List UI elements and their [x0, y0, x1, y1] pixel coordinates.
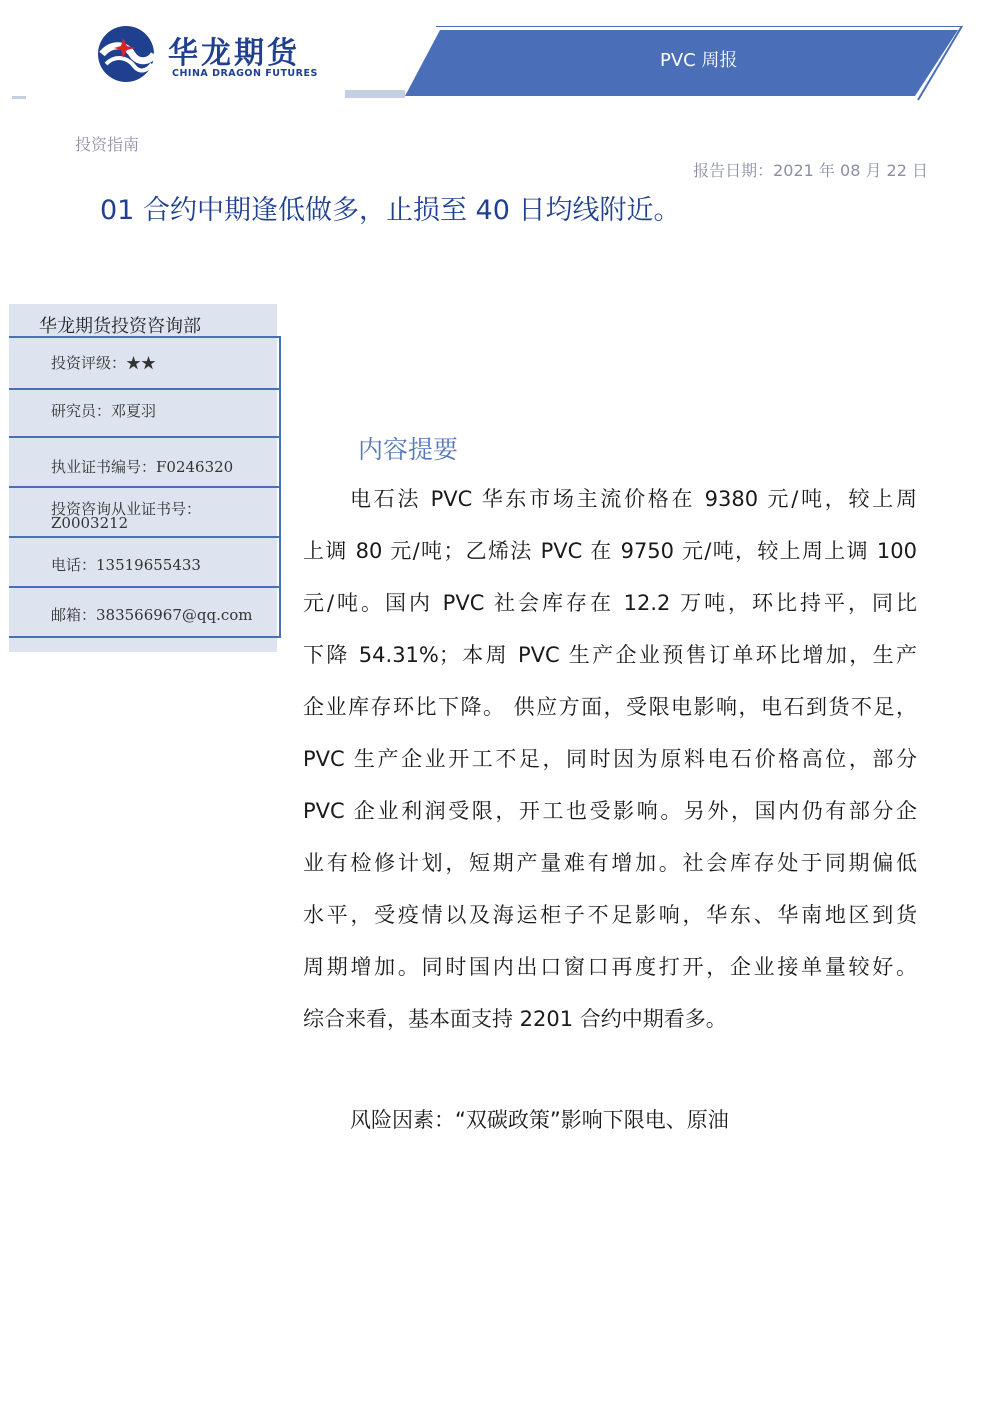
- paragraph-line: 综合来看，基本面支持 2201 合约中期看多。: [303, 1007, 727, 1031]
- paragraph-line: 元/吨。国内 PVC 社会库存在 12.2 万吨，环比持平，同比: [303, 591, 917, 615]
- license-row: [9, 438, 281, 488]
- sidebar-title: 华龙期货投资咨询部: [39, 316, 201, 337]
- consulting-license-row: [9, 488, 281, 538]
- email-row[interactable]: [9, 588, 281, 638]
- researcher-text: 研究员：邓夏羽: [51, 402, 157, 420]
- email-text[interactable]: 邮箱：383566967@qq.com: [51, 606, 253, 624]
- paragraph-line: 周期增加。同时国内出口窗口再度打开，企业接单量较好。: [303, 955, 917, 979]
- consulting-license-label: 投资咨询从业证书号：: [51, 500, 202, 518]
- paragraph-line: 企业库存环比下降。 供应方面，受限电影响，电石到货不足，: [303, 695, 917, 719]
- rating-text: 投资评级：★★: [51, 354, 157, 372]
- paragraph-line: 水平，受疫情以及海运柜子不足影响，华东、华南地区到货: [303, 903, 917, 927]
- researcher-row: [9, 388, 281, 438]
- report-type-title: PVC 周报: [660, 50, 738, 71]
- paragraph-line: 业有检修计划，短期产量难有增加。社会库存处于同期偏低: [303, 851, 917, 875]
- risk-factors: 风险因素：“双碳政策”影响下限电、原油: [350, 1108, 729, 1132]
- summary-paragraph: [303, 477, 917, 1049]
- summary-title: 内容提要: [358, 435, 459, 464]
- paragraph-line: PVC 生产企业开工不足，同时因为原料电石价格高位，部分: [303, 747, 917, 771]
- consulting-license-number: Z0003212: [51, 514, 129, 532]
- paragraph-line: PVC 企业利润受限，开工也受影响。另外，国内仍有部分企: [303, 799, 917, 823]
- logo-english-name: CHINA DRAGON FUTURES: [172, 68, 318, 79]
- headline: 01 合约中期逢低做多，止损至 40 日均线附近。: [100, 195, 681, 226]
- phone-row: [9, 538, 281, 588]
- report-date: 报告日期：2021 年 08 月 22 日: [693, 161, 928, 180]
- paragraph-line: 上调 80 元/吨；乙烯法 PVC 在 9750 元/吨，较上周上调 100: [303, 539, 917, 563]
- license-text: 执业证书编号：F0246320: [51, 458, 234, 476]
- analyst-sidebar: [9, 304, 277, 652]
- section-tag: 投资指南: [75, 135, 140, 154]
- rating-row: [9, 336, 281, 390]
- phone-text: 电话：13519655433: [51, 556, 201, 574]
- paragraph-line: 下降 54.31%；本周 PVC 生产企业预售订单环比增加，生产: [303, 643, 917, 667]
- logo-chinese-name: 华龙期货: [168, 36, 300, 71]
- paragraph-line: 电石法 PVC 华东市场主流价格在 9380 元/吨，较上周: [350, 487, 917, 511]
- header-banner: [0, 26, 992, 106]
